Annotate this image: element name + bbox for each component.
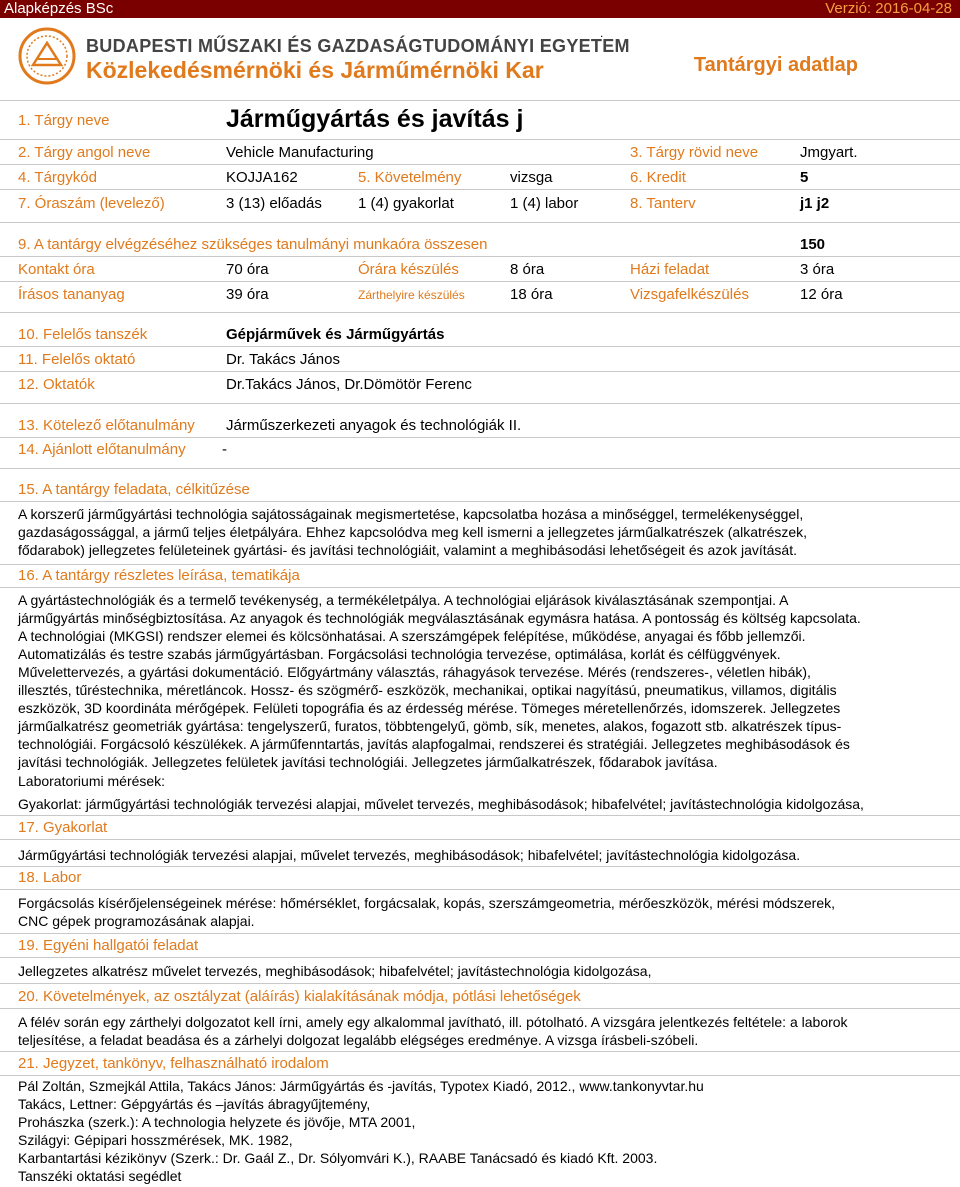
divider xyxy=(0,281,960,282)
requirement-label: 5. Követelmény xyxy=(358,169,462,186)
required-prereq-value: Járműszerkezeti anyagok és technológiák II. xyxy=(226,417,522,434)
divider xyxy=(0,587,960,588)
lab-hours: 1 (4) labor xyxy=(510,195,579,212)
required-prereq-label: 13. Kötelező előtanulmány xyxy=(18,417,195,434)
document-title: Tantárgyi adatlap xyxy=(693,54,858,76)
exam-prep-value: 12 óra xyxy=(800,286,843,303)
divider xyxy=(0,1008,960,1009)
divider xyxy=(0,889,960,890)
section-16-text: A gyártástechnológiák és a termelő tevékenység, a termékéletpálya. A technológiai eljárások kiválasztásának szempontjai. A járműgyártás minőségbiztosítása. Az anyagok és technológiák megválasztásának egymásra hatása. A pontosság és költség kapcsolata. A technológiai (MKGSI) rendszer elemei és kölcsönhatásai. A szerszámgépek felépítése, működése, anyagai és főbb jellemzői. Automatizálás és testre szabás járműgyártásban. Forgácsolási technológia tervezése, optimálása, korlát és célfüggvények. Művelettervezés, a gyártási dokumentáció. Előgyártmány választás, ráhagyások tervezése. Mérés (rendszeres-, véletlen hibák), illesztés, tűréstechnika, méretláncok. Hossz- és szögmérő- eszközök, mechanikai, optikai nagyítású, pneumatikus, villamos, digitális eszközök, 3D koordináta mérőgépek. Felületi topográfia és az érdesség mérése. Tömeges méretellenőrzés, idomszerek. Jellegzetes járműalkatrész geometriák gyártása: tengelyszerű, furatos, többtengelyű, gömb, sík, menetes, alakos, fogazott stb. alkatrészek típus- technológiái. Forgácsoló készülékek. A járműfenntartás, javítás alapfogalmai, rendszerei és stratégiái. Jellegzetes meghibásodások és javítási technológiák. Jellegzetes felületek javítási technológiái. Jellegzetes járműalkatrészek, fődarabok javítása. xyxy=(18,592,861,770)
class-prep-value: 8 óra xyxy=(510,261,545,278)
version: Verzió: 2016-04-28 xyxy=(825,0,952,17)
curriculum-value: j1 j2 xyxy=(800,195,830,212)
divider xyxy=(0,403,960,404)
divider xyxy=(0,501,960,502)
test-prep-value: 18 óra xyxy=(510,286,553,303)
course-name-label: 1. Tárgy neve xyxy=(18,112,110,129)
divider xyxy=(0,564,960,565)
curriculum-label: 8. Tanterv xyxy=(630,195,696,212)
homework-label: Házi feladat xyxy=(630,261,710,278)
requirement-value: vizsga xyxy=(510,169,553,186)
credit-label: 6. Kredit xyxy=(630,169,686,186)
section-20-text: A félév során egy zárthelyi dolgozatot kell írni, amely egy alkalommal javítható, ill. pótolható. A vizsgára jelentkezés feltétele: a laborok teljesítése, a feladat beadása és a zárhelyi dolgozat legalább elégséges eredménye. A vizsga írásbeli-szóbeli. xyxy=(18,1014,848,1048)
course-code-label: 4. Tárgykód xyxy=(18,169,97,186)
top-bar xyxy=(0,0,960,18)
divider xyxy=(0,312,960,313)
course-code-value: KOJJA162 xyxy=(226,169,298,186)
section-19-text: Jellegzetes alkatrész művelet tervezés, meghibásodások; hibafelvétel; javítástechnológia kidolgozása, xyxy=(18,963,652,979)
dot-mark: . xyxy=(600,26,604,40)
course-name-value: Járműgyártás és javítás j xyxy=(226,105,524,133)
section-21-title: 21. Jegyzet, tankönyv, felhasználható irodalom xyxy=(18,1055,329,1072)
class-prep-label: Órára készülés xyxy=(358,261,459,278)
section-15-title: 15. A tantárgy feladata, célkitűzése xyxy=(18,481,250,498)
teachers-value: Dr.Takács János, Dr.Dömötör Ferenc xyxy=(226,376,472,393)
section-18-title: 18. Labor xyxy=(18,869,82,886)
section-17-text: Járműgyártási technológiák tervezési alapjai, művelet tervezés, meghibásodások; hibafelvétel; javítástechnológia kidolgozása. xyxy=(18,847,801,863)
lecture-hours: 3 (13) előadás xyxy=(226,195,322,212)
section-21-text: Pál Zoltán, Szmejkál Attila, Takács János: Járműgyártás és -javítás, Typotex Kiadó, 2012., www.tankonyvtar.hu Takács, Lettner: Gépgyártás és –javítás ábragyűjtemény, Prohászka (szerk.): A technologia helyzete és jövője, MTA 2001, Szilágyi: Gépipari hosszmérések, MK. 1982, Karbantartási kézikönyv (Szerk.: Dr. Gaál Z., Dr. Sólyomvári K.), RAABE Tanácsadó és kiadó Kft. 2003. Tanszéki oktatási segédlet xyxy=(18,1078,704,1184)
responsible-teacher-value: Dr. Takács János xyxy=(226,351,340,368)
divider xyxy=(0,866,960,867)
divider xyxy=(0,100,960,101)
divider xyxy=(0,983,960,984)
test-prep-label: Zárthelyire készülés xyxy=(358,288,465,302)
responsible-teacher-label: 11. Felelős oktató xyxy=(18,351,136,368)
practice-summary: Gyakorlat: járműgyártási technológiák tervezési alapjai, művelet tervezés, meghibásodások; hibafelvétel; javítástechnológia kidolgozása, xyxy=(18,796,864,812)
written-material-value: 39 óra xyxy=(226,286,269,303)
homework-value: 3 óra xyxy=(800,261,835,278)
divider xyxy=(0,957,960,958)
recommended-prereq-label: 14. Ajánlott előtanulmány xyxy=(18,441,186,458)
divider xyxy=(0,1051,960,1052)
divider xyxy=(0,839,960,840)
short-name-label: 3. Tárgy rövid neve xyxy=(630,144,759,161)
section-19-title: 19. Egyéni hallgatói feladat xyxy=(18,937,199,954)
divider xyxy=(0,468,960,469)
hours-label: 7. Óraszám (levelező) xyxy=(18,195,165,212)
english-name-label: 2. Tárgy angol neve xyxy=(18,144,151,161)
department-value: Gépjárművek és Járműgyártás xyxy=(226,326,445,343)
lab-measurements-label: Laboratoriumi mérések: xyxy=(18,773,166,789)
contact-hours-label: Kontakt óra xyxy=(18,261,95,278)
divider xyxy=(0,437,960,438)
divider xyxy=(0,139,960,140)
section-18-text: Forgácsolás kísérőjelenségeinek mérése: hőmérséklet, forgácsalak, kopás, szerszámgeometria, mérőeszközök, mérési módszerek, CNC gépek programozásának alapjai. xyxy=(18,895,836,929)
written-material-label: Írásos tananyag xyxy=(18,286,125,303)
program-level: Alapképzés BSc xyxy=(4,0,114,17)
university-name: BUDAPESTI MŰSZAKI ÉS GAZDASÁGTUDOMÁNYI EGYETEM xyxy=(86,36,630,56)
workload-value: 150 xyxy=(800,236,826,253)
english-name-value: Vehicle Manufacturing xyxy=(226,144,374,161)
department-label: 10. Felelős tanszék xyxy=(18,326,148,343)
university-logo-icon xyxy=(18,27,76,85)
credit-value: 5 xyxy=(800,169,809,186)
section-20-title: 20. Követelmények, az osztályzat (aláírás) kialakításának módja, pótlási lehetőségek xyxy=(18,988,581,1005)
divider xyxy=(0,1075,960,1076)
section-15-text: A korszerű járműgyártási technológia sajátosságainak megismertetése, kapcsolatba hozása a minőséggel, termelékenységgel, gazdaságossággal, a jármű teljes életpályára. Ehhez kapcsolódva meg kell ismerni a jellegzetes járműalkatrészek (alkatrészek, fődarabok) jellegzetes felületeinek gyártási- és javítási technológiáit, valamint a meghibásodási lehetőségeit és azok javítását. xyxy=(18,506,808,558)
divider xyxy=(0,346,960,347)
recommended-prereq-value: - xyxy=(222,441,227,458)
divider xyxy=(0,222,960,223)
short-name-value: Jmgyart. xyxy=(800,144,858,161)
divider xyxy=(0,189,960,190)
divider xyxy=(0,371,960,372)
divider xyxy=(0,256,960,257)
divider xyxy=(0,815,960,816)
teachers-label: 12. Oktatók xyxy=(18,376,95,393)
divider xyxy=(0,164,960,165)
section-17-title: 17. Gyakorlat xyxy=(18,819,108,836)
exam-prep-label: Vizsgafelkészülés xyxy=(630,286,749,303)
workload-label: 9. A tantárgy elvégzéséhez szükséges tanulmányi munkaóra összesen xyxy=(18,236,488,253)
divider xyxy=(0,933,960,934)
contact-hours-value: 70 óra xyxy=(226,261,269,278)
section-16-title: 16. A tantárgy részletes leírása, tematikája xyxy=(18,567,300,584)
practice-hours: 1 (4) gyakorlat xyxy=(358,195,454,212)
faculty-name: Közlekedésmérnöki és Járműmérnöki Kar xyxy=(86,57,544,83)
